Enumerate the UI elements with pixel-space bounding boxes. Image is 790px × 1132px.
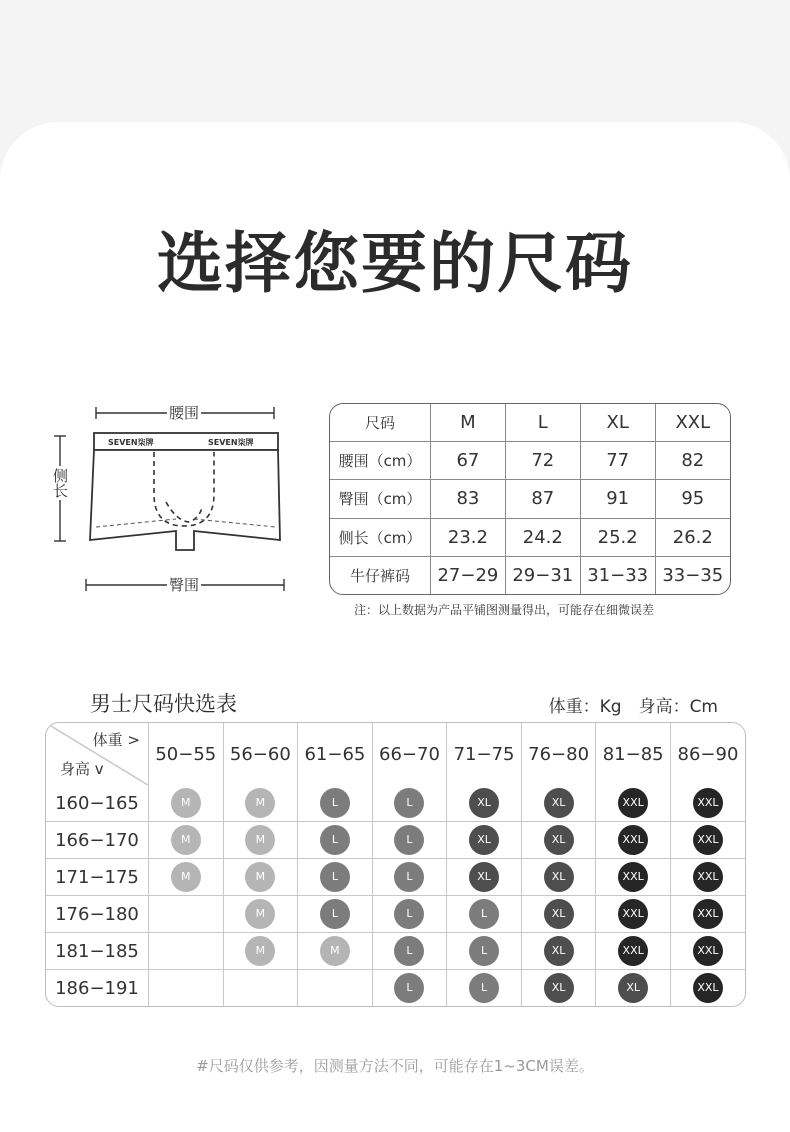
table-row [46, 970, 745, 1006]
size-cell [149, 970, 224, 1006]
size-cell [521, 785, 596, 821]
table-row [46, 785, 745, 821]
size-cell [223, 970, 298, 1006]
table-cell: 27−29 [431, 557, 506, 595]
table-cell: 87 [505, 480, 580, 518]
brand-logo-left: SEVEN柒牌 [108, 438, 154, 447]
size-badge: XL [544, 973, 574, 1003]
size-cell [521, 896, 596, 933]
size-badge: M [245, 899, 275, 929]
size-cell [521, 933, 596, 970]
size-badge: XL [544, 862, 574, 892]
size-cell [298, 785, 373, 821]
size-cell [447, 822, 522, 859]
height-cell: 186−191 [46, 970, 149, 1006]
size-cell [223, 822, 298, 859]
weight-header-cell: 86−90 [677, 743, 739, 765]
measurement-diagram [48, 398, 298, 598]
size-cell [521, 822, 596, 859]
size-cell [596, 896, 671, 933]
size-badge: XXL [618, 825, 648, 855]
weight-header-cell: 81−85 [596, 723, 671, 785]
table-row [46, 933, 745, 970]
table-row [330, 518, 730, 556]
size-badge: XXL [618, 936, 648, 966]
size-badge: L [320, 899, 350, 929]
size-badge: XXL [693, 936, 723, 966]
weight-header-cell: 66−70 [372, 723, 447, 785]
size-cell [521, 970, 596, 1006]
table-cell: 67 [431, 441, 506, 479]
size-badge: XL [469, 788, 499, 818]
table-cell: 29−31 [505, 557, 580, 595]
table-cell: 24.2 [505, 518, 580, 556]
size-cell [372, 822, 447, 859]
table-row [330, 480, 730, 518]
table-cell: 95 [655, 480, 730, 518]
quick-table-title: 男士尺码快选表 [90, 692, 237, 716]
brand-logo-right: SEVEN柒牌 [208, 438, 254, 447]
height-cell: 160−165 [46, 785, 149, 821]
size-cell [298, 933, 373, 970]
size-cell [596, 785, 671, 821]
size-cell [447, 933, 522, 970]
size-badge: L [394, 825, 424, 855]
size-badge: XXL [693, 825, 723, 855]
size-badge: M [171, 862, 201, 892]
size-badge: L [394, 862, 424, 892]
size-badge: XL [544, 825, 574, 855]
size-cell [149, 933, 224, 970]
size-badge: XL [544, 936, 574, 966]
size-cell [447, 785, 522, 821]
row-label: 腰围（cm） [330, 441, 431, 479]
size-badge: L [469, 973, 499, 1003]
size-cell [372, 859, 447, 896]
table-row [46, 896, 745, 933]
size-badge: XL [544, 788, 574, 818]
table-cell: 25.2 [580, 518, 655, 556]
size-cell [670, 970, 745, 1006]
size-cell [521, 859, 596, 896]
size-cell [670, 822, 745, 859]
table-row [330, 441, 730, 479]
size-note: 注：以上数据为产品平铺图测量得出，可能存在细微误差 [354, 603, 655, 617]
size-cell [372, 933, 447, 970]
weight-header-cell: 76−80 [521, 723, 596, 785]
size-cell [670, 933, 745, 970]
size-badge: XXL [693, 973, 723, 1003]
size-table [329, 403, 731, 595]
table-cell: 82 [655, 441, 730, 479]
size-cell [670, 785, 745, 821]
size-badge: M [245, 936, 275, 966]
table-cell: 91 [580, 480, 655, 518]
size-badge: XXL [618, 788, 648, 818]
table-cell: 33−35 [662, 565, 724, 586]
size-cell [223, 859, 298, 896]
header-cell: M [431, 404, 506, 441]
header-cell: XXL [655, 404, 730, 441]
height-cell: 166−170 [46, 822, 149, 859]
height-cell: 176−180 [46, 896, 149, 933]
size-cell [298, 970, 373, 1006]
size-cell [223, 785, 298, 821]
header-cell: 尺码 [330, 404, 431, 441]
size-cell [372, 896, 447, 933]
page-title: 选择您要的尺码 [157, 225, 633, 302]
size-cell [596, 933, 671, 970]
size-badge: XXL [693, 899, 723, 929]
size-cell [670, 896, 745, 933]
size-badge: L [394, 973, 424, 1003]
weight-header-cell: 71−75 [447, 723, 522, 785]
size-badge: L [394, 936, 424, 966]
size-badge: L [394, 788, 424, 818]
size-cell [447, 970, 522, 1006]
row-label: 臀围（cm） [330, 480, 431, 518]
size-cell [596, 970, 671, 1006]
size-cell [298, 822, 373, 859]
underwear-illustration [48, 398, 298, 598]
size-badge: M [171, 825, 201, 855]
size-badge: M [320, 936, 350, 966]
side-length-label: 侧长 [51, 468, 69, 498]
weight-header-cell: 56−60 [223, 723, 298, 785]
size-cell [298, 859, 373, 896]
height-cell: 171−175 [46, 859, 149, 896]
size-badge: L [469, 936, 499, 966]
size-badge: XL [469, 862, 499, 892]
size-badge: XL [544, 899, 574, 929]
size-badge: L [320, 788, 350, 818]
size-cell [447, 896, 522, 933]
size-cell [149, 896, 224, 933]
size-badge: L [394, 899, 424, 929]
table-row [330, 557, 730, 595]
size-cell [223, 896, 298, 933]
footer-note: #尺码仅供参考，因测量方法不同，可能存在1~3CM误差。 [196, 1057, 594, 1075]
size-cell [447, 859, 522, 896]
row-label: 牛仔裤码 [330, 557, 431, 595]
size-cell [223, 933, 298, 970]
size-cell [372, 785, 447, 821]
height-cell: 181−185 [46, 933, 149, 970]
weight-header-cell: 50−55 [149, 723, 224, 785]
table-row [46, 859, 745, 896]
size-badge: XL [469, 825, 499, 855]
table-cell: 72 [505, 441, 580, 479]
size-cell [149, 785, 224, 821]
size-cell [596, 822, 671, 859]
size-badge: XXL [618, 862, 648, 892]
table-cell: 31−33 [580, 557, 655, 595]
hip-label: 臀围 [169, 576, 200, 594]
size-badge: XXL [693, 862, 723, 892]
size-badge: XXL [693, 788, 723, 818]
size-badge: L [320, 862, 350, 892]
size-badge: M [245, 862, 275, 892]
size-cell [149, 822, 224, 859]
corner-cell [46, 723, 149, 785]
size-cell [372, 970, 447, 1006]
table-row [46, 822, 745, 859]
quick-size-table [45, 722, 746, 1007]
weight-header-row [46, 723, 745, 785]
table-cell: 77 [580, 441, 655, 479]
weight-header-cell: 61−65 [298, 723, 373, 785]
table-cell: 83 [431, 480, 506, 518]
header-cell: XL [580, 404, 655, 441]
size-badge: M [245, 788, 275, 818]
row-label: 侧长（cm） [330, 518, 431, 556]
quick-table-units: 体重：Kg 身高：Cm [548, 697, 718, 717]
size-table-header [330, 404, 730, 441]
size-cell [670, 859, 745, 896]
size-badge: M [171, 788, 201, 818]
size-badge: XL [618, 973, 648, 1003]
table-cell: 26.2 [655, 518, 730, 556]
size-cell [298, 896, 373, 933]
size-badge: XXL [618, 899, 648, 929]
corner-height-label: 身高 v [60, 760, 104, 779]
size-cell [149, 859, 224, 896]
size-badge: L [469, 899, 499, 929]
header-cell: L [505, 404, 580, 441]
size-badge: L [320, 825, 350, 855]
corner-weight-label: 体重 > [92, 731, 140, 749]
size-badge: M [245, 825, 275, 855]
size-cell [596, 859, 671, 896]
table-cell: 23.2 [431, 518, 506, 556]
waist-label: 腰围 [169, 404, 200, 422]
